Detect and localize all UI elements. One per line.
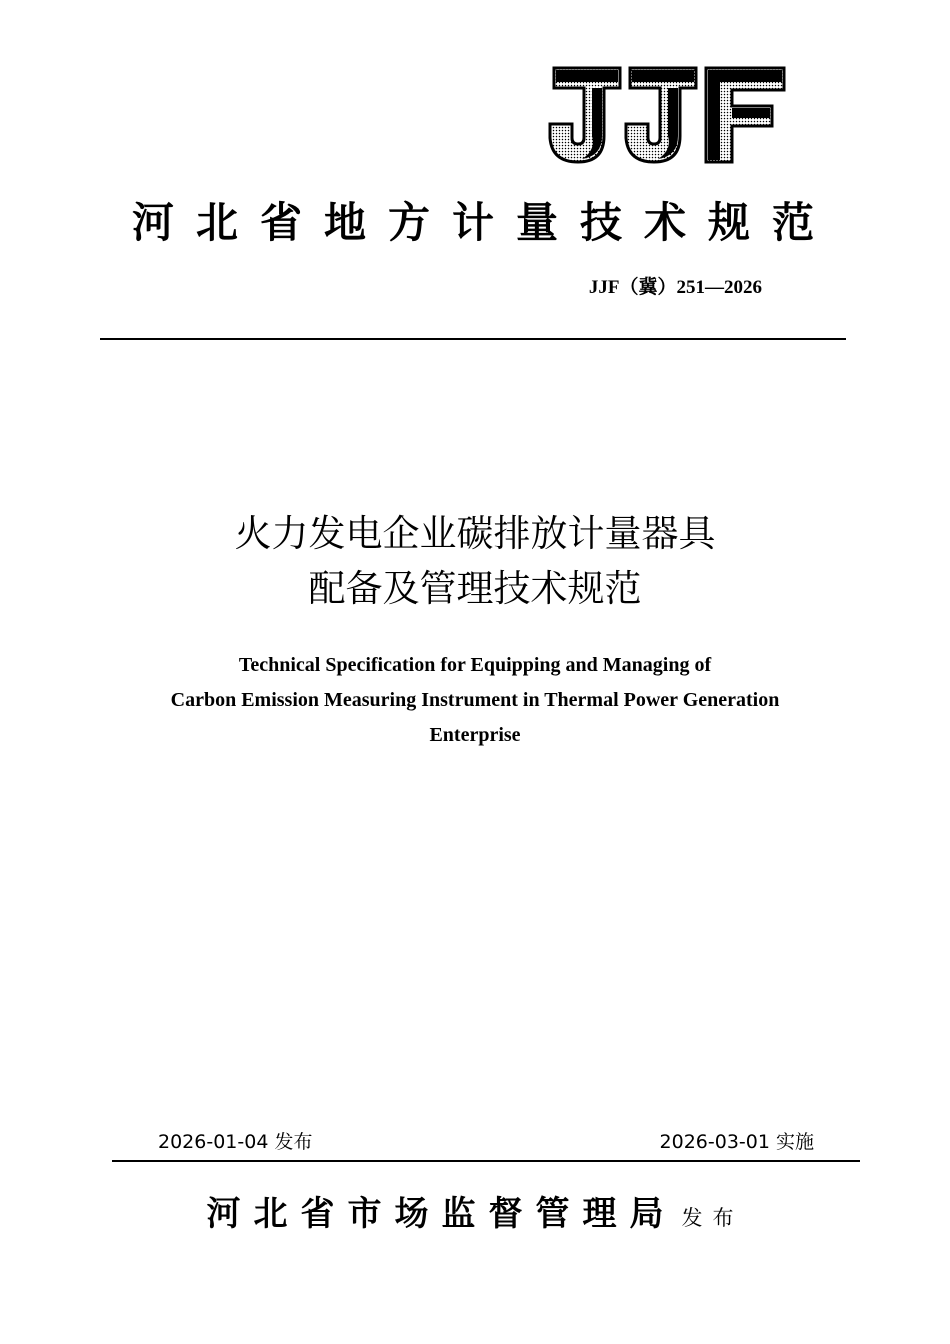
chinese-title-line-2: 配备及管理技术规范 <box>308 567 642 610</box>
implementation-date: 2026-03-01 实施 <box>659 1131 814 1153</box>
document-type-heading: 河北省地方计量技术规范 <box>131 198 836 247</box>
logo-letter-f <box>706 68 784 162</box>
chinese-title <box>0 506 950 616</box>
top-divider <box>100 338 846 340</box>
english-title <box>0 648 950 753</box>
document-number: JJF（冀）251—2026 <box>588 277 762 298</box>
logo-letter-j1 <box>550 68 620 162</box>
issuer-line <box>0 1190 950 1242</box>
issuer-suffix: 发布 <box>681 1206 744 1230</box>
english-title-line-3: Enterprise <box>429 724 521 746</box>
jjf-logo <box>546 66 786 164</box>
chinese-title-line-1: 火力发电企业碳排放计量器具 <box>234 512 716 555</box>
issuer-name: 河北省市场监督管理局 <box>206 1194 677 1234</box>
logo-letter-j2 <box>626 68 696 162</box>
bottom-divider <box>112 1160 860 1162</box>
english-title-line-1: Technical Specification for Equipping and Managing of <box>238 654 712 676</box>
issue-date: 2026-01-04 发布 <box>158 1131 313 1153</box>
english-title-line-2: Carbon Emission Measuring Instrument in Thermal Power Generation <box>170 689 780 711</box>
